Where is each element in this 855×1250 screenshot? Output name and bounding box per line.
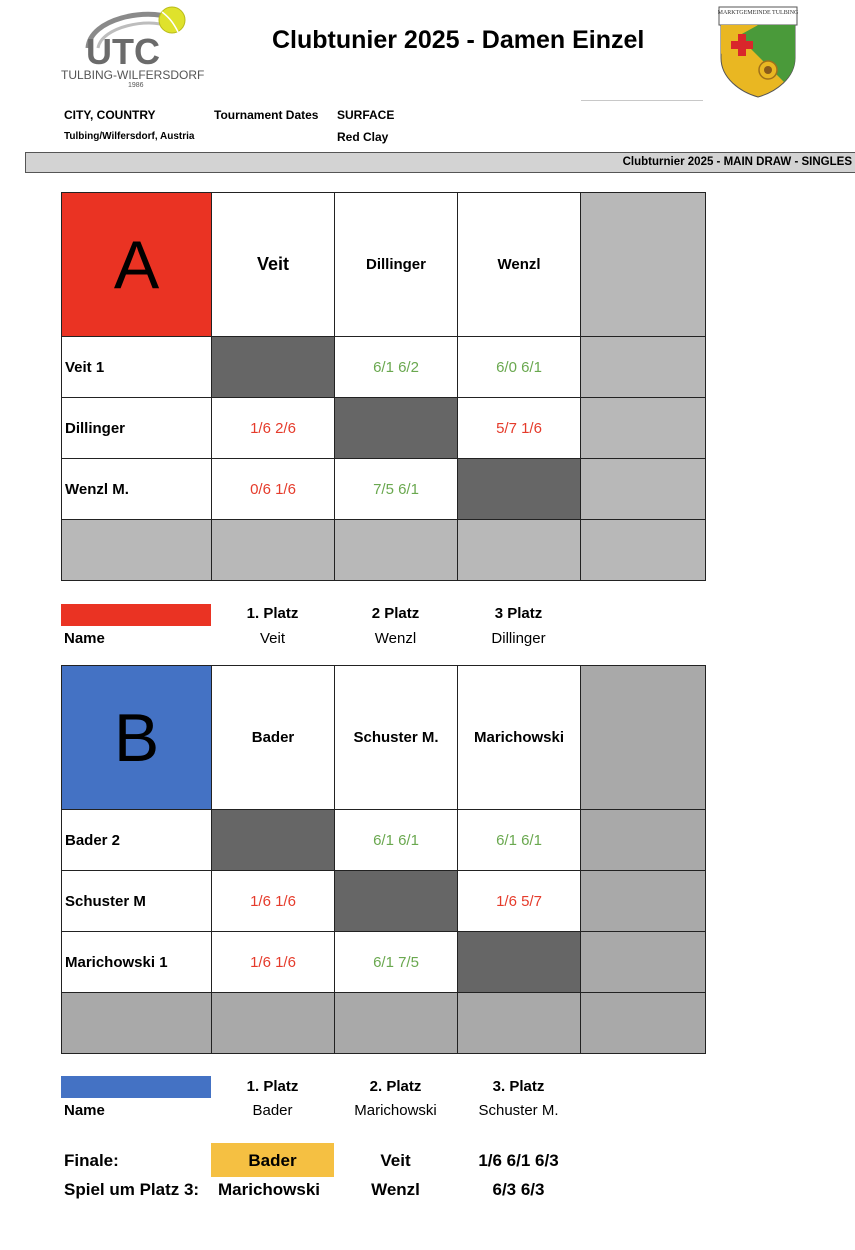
surface-label: SURFACE <box>337 108 395 122</box>
rank-header: 1. Platz <box>246 1078 299 1095</box>
empty-cell <box>581 520 706 581</box>
score-cell: 7/5 6/1 <box>335 459 458 520</box>
score-cell: 6/1 6/1 <box>458 810 581 871</box>
score-cell: 1/6 5/7 <box>458 871 581 932</box>
empty-cell <box>335 520 458 581</box>
rank-value: Dillinger <box>491 630 546 647</box>
score-cell: 6/0 6/1 <box>458 337 581 398</box>
group-b-col-header: Schuster M. <box>335 666 458 810</box>
score-cell: 5/7 1/6 <box>458 398 581 459</box>
rank-value: Schuster M. <box>478 1102 559 1119</box>
name-label: Name <box>64 630 105 647</box>
empty-cell <box>62 993 212 1054</box>
empty-cell <box>581 932 706 993</box>
name-label: Name <box>64 1102 105 1119</box>
group-a-col-header: Veit <box>212 193 335 337</box>
empty-cell <box>581 337 706 398</box>
group-b-row-header: Marichowski 1 <box>62 932 212 993</box>
empty-cell <box>581 871 706 932</box>
empty-cell <box>458 520 581 581</box>
main-draw-banner <box>25 152 855 173</box>
group-a-row-header: Dillinger <box>62 398 212 459</box>
empty-cell <box>581 398 706 459</box>
third-place-score: 6/3 6/3 <box>492 1180 545 1199</box>
logo-year: 1986 <box>128 82 144 89</box>
final-score: 1/6 6/1 6/3 <box>478 1151 559 1170</box>
rank-value: Wenzl <box>374 630 417 647</box>
group-a-col-header: Dillinger <box>335 193 458 337</box>
score-cell: 1/6 2/6 <box>212 398 335 459</box>
crest-text: MARKTGEMEINDE TULBING <box>718 10 798 16</box>
surface-value: Red Clay <box>337 130 389 144</box>
banner-text: Clubturnier 2025 - MAIN DRAW - SINGLES <box>622 156 852 168</box>
final-winner: Bader <box>248 1151 297 1170</box>
score-cell: 6/1 6/2 <box>335 337 458 398</box>
third-place-label: Spiel um Platz 3: <box>64 1180 200 1199</box>
group-a-col-header: Wenzl <box>458 193 581 337</box>
empty-cell <box>581 193 706 337</box>
utc-logo <box>58 4 218 95</box>
self-cell <box>335 871 458 932</box>
rank-value: Bader <box>252 1102 293 1119</box>
group-a-table <box>61 192 706 581</box>
empty-cell <box>335 993 458 1054</box>
empty-cell <box>62 520 212 581</box>
self-cell <box>212 337 335 398</box>
rank-header: 1. Platz <box>246 605 299 622</box>
dates-label: Tournament Dates <box>214 108 319 122</box>
city-label: CITY, COUNTRY <box>64 108 156 122</box>
group-a-row-header: Wenzl M. <box>62 459 212 520</box>
empty-cell <box>458 993 581 1054</box>
rank-value: Veit <box>259 630 286 647</box>
self-cell <box>212 810 335 871</box>
score-cell: 1/6 1/6 <box>212 871 335 932</box>
logo-text: UTC <box>86 31 160 72</box>
group-b-letter: B <box>62 666 212 810</box>
empty-cell <box>212 520 335 581</box>
empty-cell <box>581 459 706 520</box>
empty-cell <box>581 666 706 810</box>
empty-cell <box>212 993 335 1054</box>
score-cell: 1/6 1/6 <box>212 932 335 993</box>
logo-subtitle: TULBING-WILFERSDORF <box>61 68 205 82</box>
self-cell <box>335 398 458 459</box>
signature-line <box>581 100 703 101</box>
third-place-winner: Marichowski <box>218 1180 321 1199</box>
group-b-row-header: Bader 2 <box>62 810 212 871</box>
final-label: Finale: <box>64 1151 119 1170</box>
self-cell <box>458 459 581 520</box>
group-b-swatch <box>61 1076 211 1098</box>
rank-header: 2. Platz <box>369 1078 422 1095</box>
third-place-opponent: Wenzl <box>371 1180 420 1199</box>
city-value: Tulbing/Wilfersdorf, Austria <box>64 131 195 142</box>
group-b-col-header: Bader <box>212 666 335 810</box>
group-a-row-header: Veit 1 <box>62 337 212 398</box>
rank-header: 3 Platz <box>494 605 543 622</box>
tulbing-crest <box>718 6 798 103</box>
rank-header: 3. Platz <box>492 1078 545 1095</box>
rank-header: 2 Platz <box>371 605 420 622</box>
empty-cell <box>581 993 706 1054</box>
group-b-row-header: Schuster M <box>62 871 212 932</box>
group-a-swatch <box>61 604 211 626</box>
score-cell: 6/1 6/1 <box>335 810 458 871</box>
group-b-table <box>61 665 706 1054</box>
self-cell <box>458 932 581 993</box>
score-cell: 6/1 7/5 <box>335 932 458 993</box>
group-a-letter: A <box>62 193 212 337</box>
score-cell: 0/6 1/6 <box>212 459 335 520</box>
group-b-col-header: Marichowski <box>458 666 581 810</box>
page-title: Clubtunier 2025 - Damen Einzel <box>272 26 645 54</box>
final-opponent: Veit <box>380 1151 411 1170</box>
rank-value: Marichowski <box>354 1102 437 1119</box>
empty-cell <box>581 810 706 871</box>
